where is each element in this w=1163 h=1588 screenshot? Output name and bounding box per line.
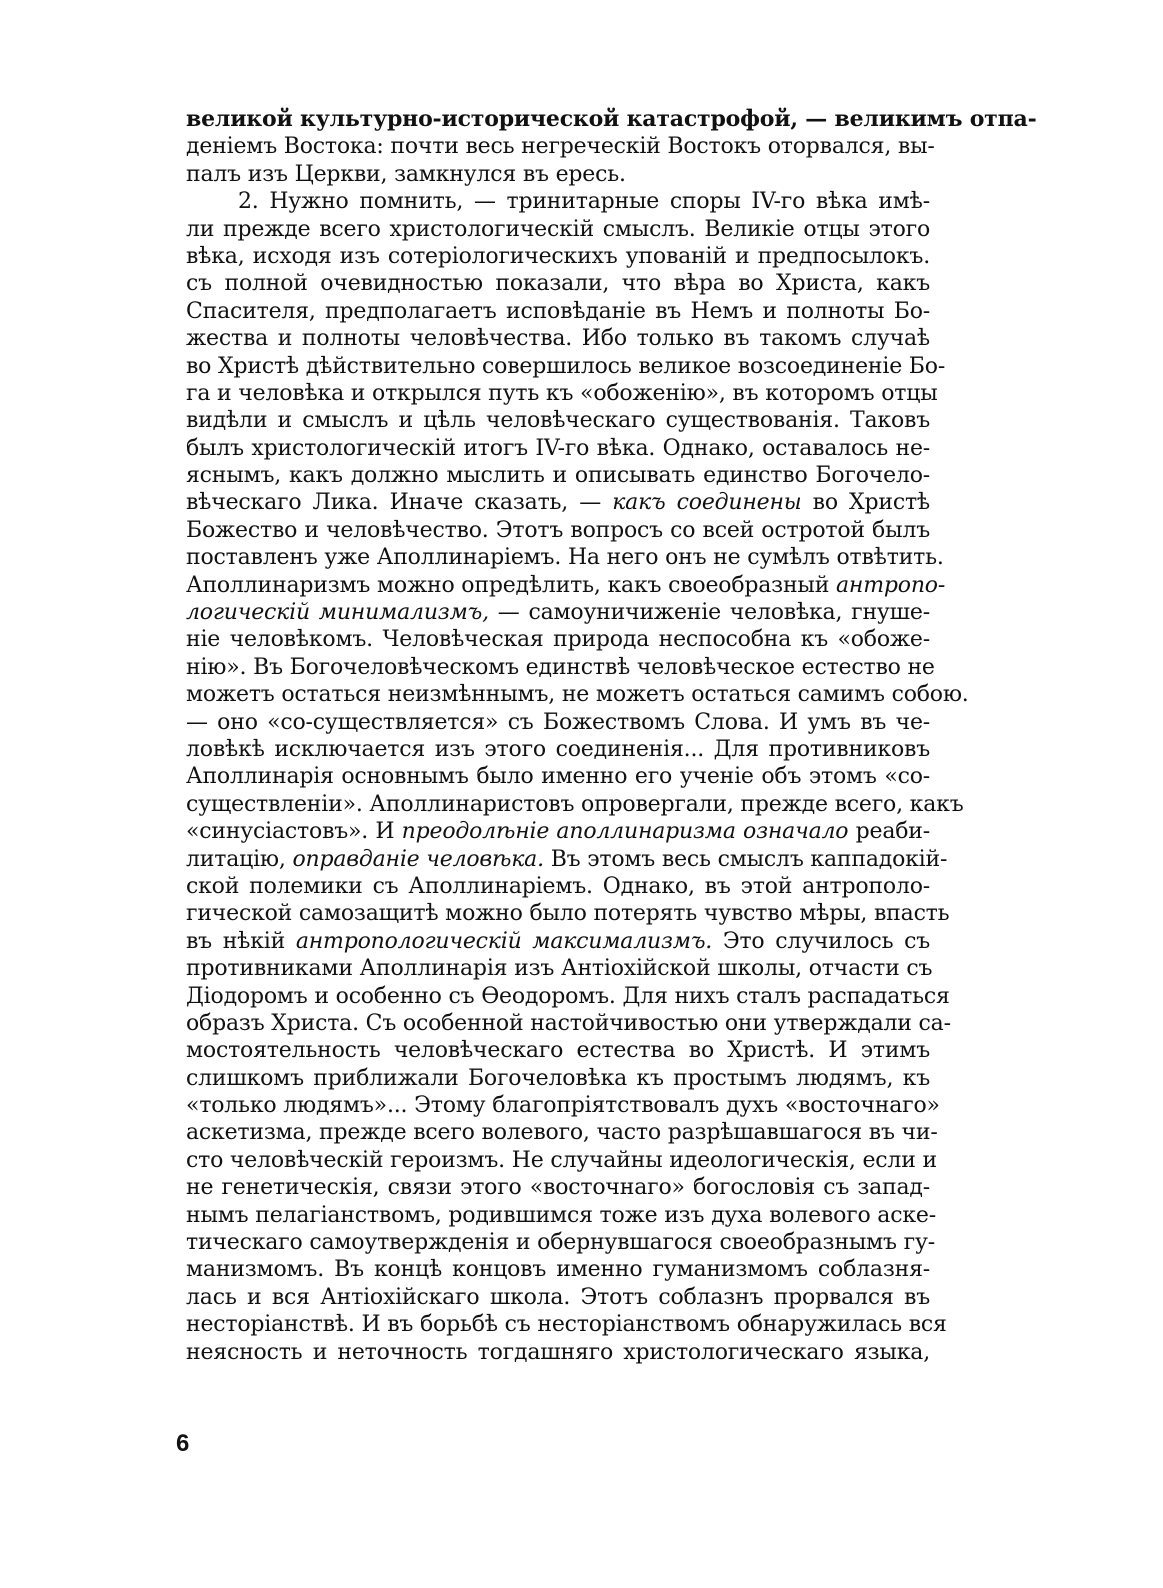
text-line-mixed <box>186 928 930 955</box>
paragraph-start-line: 2. Нужно помнить, — тринитарные споры IV-го вѣка имѣ- <box>238 189 930 215</box>
text-line: ли прежде всего христологическій смыслъ. Великіе отцы этого <box>186 216 930 242</box>
text-run: — самоуничиженіе человѣка, гнуше- <box>488 600 930 626</box>
text-run: Въ этомъ весь смыслъ каппадокій- <box>543 846 948 872</box>
text-run: «синусіастовъ». И <box>186 819 402 845</box>
text-line: мостоятельность человѣческаго естества во Христѣ. И этимъ <box>186 1038 930 1064</box>
text-line: яснымъ, какъ должно мыслить и описывать единство Богочело- <box>186 463 930 489</box>
italic-phrase: логическій минимализмъ, <box>186 600 489 626</box>
text-run: въ нѣкій <box>186 928 296 954</box>
italic-phrase: антропологическій максимализмъ. <box>295 928 713 954</box>
italic-phrase: антропо- <box>836 572 946 598</box>
page-number: 6 <box>176 1430 190 1457</box>
text-run: реаби- <box>848 819 931 845</box>
text-run: Аполлинаризмъ можно опредѣлить, какъ своеобразный <box>186 572 837 598</box>
text-line: нымъ пелагіанствомъ, родившимся тоже изъ духа волевого аске- <box>186 1202 936 1228</box>
text-line: можетъ остаться неизмѣннымъ, не можетъ остаться самимъ собою. <box>186 682 969 708</box>
text-line: тическаго самоутвержденія и обернувшагося своеобразнымъ гу- <box>186 1230 935 1256</box>
text-line: поставленъ уже Аполлинаріемъ. На него онъ не сумѣлъ отвѣтить. <box>186 545 944 571</box>
italic-phrase: оправданіе человѣка. <box>292 846 544 872</box>
text-line: гической самозащитѣ можно было потерять чувство мѣры, впасть <box>186 901 950 927</box>
text-line-mixed <box>186 599 930 626</box>
text-line: неясность и неточность тогдашняго христологическаго языка, <box>186 1339 930 1365</box>
text-line: Аполлинарія основнымъ было именно его ученіе объ этомъ «со- <box>186 764 930 790</box>
text-line: Божество и человѣчество. Этотъ вопросъ со всей остротой былъ <box>186 517 930 543</box>
text-line: палъ изъ Церкви, замкнулся въ ересь. <box>186 161 626 187</box>
text-run: литацію, <box>186 846 293 872</box>
text-line-mixed <box>186 489 930 516</box>
italic-phrase: какъ соединены <box>612 490 802 516</box>
text-line: «только людямъ»... Этому благопріятствовалъ духъ «восточнаго» <box>186 1093 940 1119</box>
text-line: видѣли и смыслъ и цѣль человѣческаго существованія. Таковъ <box>186 408 930 434</box>
text-line: Діодоромъ и особенно съ Ѳеодоромъ. Для нихъ сталъ распадаться <box>186 983 950 1009</box>
text-line: — оно «со-существляется» съ Божествомъ Слова. И умъ въ че- <box>186 709 930 735</box>
text-run: вѣческаго Лика. Иначе сказать, — <box>186 490 613 516</box>
text-run: во Христѣ <box>801 490 930 516</box>
page-text <box>186 106 1037 1366</box>
text-line: не генетическія, связи этого «восточнаго» богословія съ запад- <box>186 1175 930 1201</box>
text-line: жества и полноты человѣчества. Ибо только въ такомъ случаѣ <box>186 326 930 352</box>
text-line: образъ Христа. Съ особенной настойчивостью они утверждали са- <box>186 1010 951 1036</box>
italic-phrase: преодолѣніе аполлинаризма означало <box>401 819 849 845</box>
text-line: несторіанствѣ. И въ борьбѣ съ несторіанствомъ обнаружилась вся <box>186 1312 947 1338</box>
text-line-mixed <box>186 572 946 599</box>
text-line: слишкомъ приближали Богочеловѣка къ простымъ людямъ, къ <box>186 1065 930 1091</box>
text-line: деніемъ Востока: почти весь негреческій Востокъ оторвался, вы- <box>186 134 935 160</box>
text-line: аскетизма, прежде всего волевого, часто разрѣшавшагося въ чи- <box>186 1120 938 1146</box>
text-line: во Христѣ дѣйствительно совершилось великое возсоединеніе Бо- <box>186 353 946 379</box>
text-line-mixed <box>186 818 930 845</box>
text-line: ской полемики съ Аполлинаріемъ. Однако, въ этой антрополо- <box>186 873 930 899</box>
text-line-mixed <box>186 846 948 873</box>
text-line: великой культурно-исторической катастрофой, — великимъ отпа- <box>186 106 1037 132</box>
text-line: лась и вся Антіохійскаго школа. Этотъ соблазнъ прорвался въ <box>186 1284 930 1310</box>
text-line: га и человѣка и открылся путь къ «обоженію», въ которомъ отцы <box>186 380 938 406</box>
text-line: противниками Аполлинарія изъ Антіохійской школы, отчасти съ <box>186 956 933 982</box>
text-line: ніе человѣкомъ. Человѣческая природа неспособна къ «обоже- <box>186 627 930 653</box>
text-line: Спасителя, предполагаетъ исповѣданіе въ Немъ и полноты Бо- <box>186 298 930 324</box>
text-run: Это случилось съ <box>712 928 931 954</box>
text-line: манизмомъ. Въ концѣ концовъ именно гуманизмомъ соблазня- <box>186 1257 930 1283</box>
text-line: нію». Въ Богочеловѣческомъ единствѣ человѣческое естество не <box>186 654 935 680</box>
text-line: вѣка, исходя изъ сотеріологическихъ упованій и предпосылокъ. <box>186 243 930 269</box>
text-line: былъ христологическій итогъ IV-го вѣка. Однако, оставалось не- <box>186 435 930 461</box>
text-line: ловѣкѣ исключается изъ этого соединенія... Для противниковъ <box>186 736 930 762</box>
text-line: съ полной очевидностью показали, что вѣра во Христа, какъ <box>186 271 930 297</box>
text-line: существленіи». Аполлинаристовъ опровергали, прежде всего, какъ <box>186 791 964 817</box>
text-line: сто человѣческій героизмъ. Не случайны идеологическія, если и <box>186 1147 937 1173</box>
